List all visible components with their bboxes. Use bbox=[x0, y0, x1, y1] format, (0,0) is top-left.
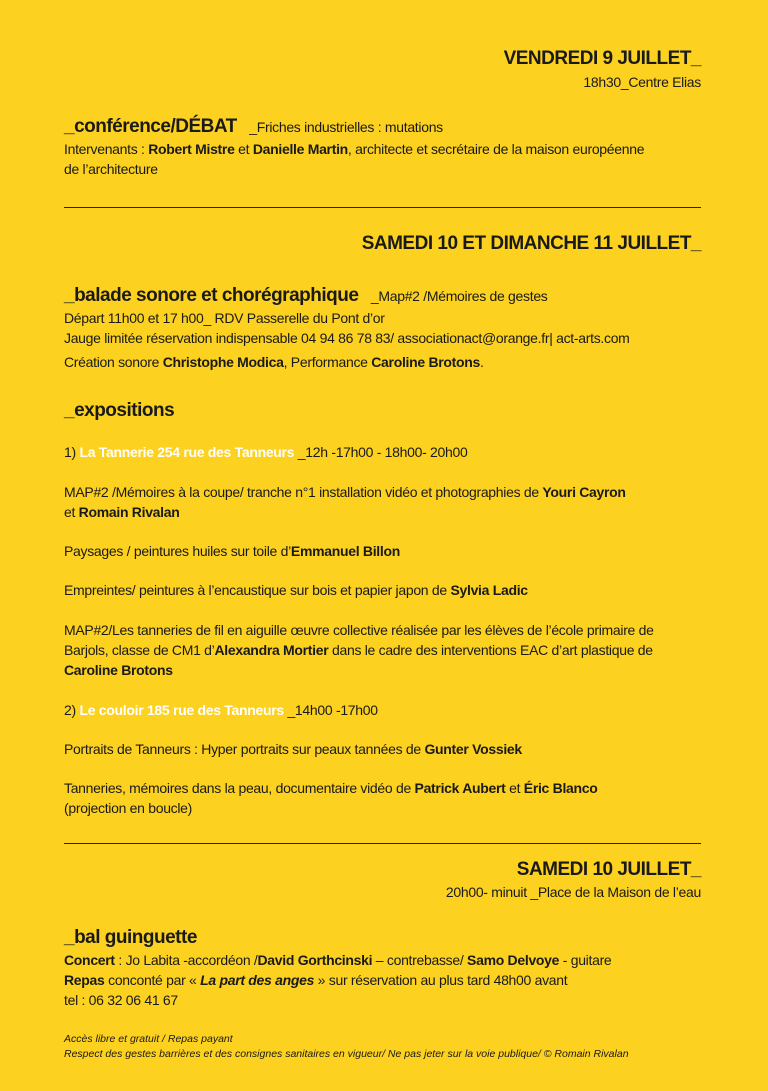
expo-item-3: Empreintes/ peintures à l’encaustique sur bois et papier japon de Sylvia Ladic bbox=[64, 582, 528, 598]
saturday-line-3: tel : 06 32 06 41 67 bbox=[64, 992, 178, 1008]
venue-2-line: 2) Le couloir 185 rue des Tanneurs _14h00 -17h00 bbox=[64, 702, 378, 718]
expo-item-6: Tanneries, mémoires dans la peau, documentaire vidéo de Patrick Aubert et Éric Blanco (projection en boucle) bbox=[64, 780, 598, 816]
weekend-event-title: _balade sonore et chorégraphique bbox=[64, 285, 359, 306]
weekend-event-heading bbox=[64, 285, 701, 307]
weekend-line-3: Création sonore Christophe Modica, Performance Caroline Brotons. bbox=[64, 354, 484, 370]
weekend-details bbox=[64, 308, 701, 372]
weekend-event-subtitle: _Map#2 /Mémoires de gestes bbox=[370, 288, 548, 304]
friday-line-1: Intervenants : Robert Mistre et Danielle Martin, architecte et secrétaire de la maison européenne bbox=[64, 141, 645, 157]
section-divider bbox=[64, 207, 701, 208]
friday-description bbox=[64, 139, 701, 179]
expo-item-1: MAP#2 /Mémoires à la coupe/ tranche n°1 installation vidéo et photographies de Youri Cayron et Romain Rivalan bbox=[64, 484, 626, 520]
friday-event-subtitle: _Friches industrielles : mutations bbox=[249, 119, 443, 135]
footer-line-1: Accès libre et gratuit / Repas payant bbox=[64, 1033, 233, 1045]
saturday-event-title: _bal guinguette bbox=[64, 927, 197, 948]
saturday-time-place: 20h00- minuit _Place de la Maison de l’eau bbox=[445, 884, 701, 900]
expo-item-5: Portraits de Tanneurs : Hyper portraits sur peaux tannées de Gunter Vossiek bbox=[64, 741, 522, 757]
saturday-line-1: Concert : Jo Labita -accordéon /David Gorthcinski – contrebasse/ Samo Delvoye - guitare bbox=[64, 952, 612, 968]
friday-event-title: _conférence/DÉBAT bbox=[64, 116, 237, 137]
venue-2-name: Le couloir 185 rue des Tanneurs bbox=[79, 702, 284, 718]
speaker-name: Robert Mistre bbox=[148, 141, 235, 157]
weekend-date: SAMEDI 10 ET DIMANCHE 11 JUILLET_ bbox=[361, 233, 701, 254]
venue-1-line: 1) La Tannerie 254 rue des Tanneurs _12h -17h00 - 18h00- 20h00 bbox=[64, 444, 468, 460]
friday-time-place: 18h30_Centre Elias bbox=[583, 74, 701, 90]
friday-event-heading bbox=[64, 116, 701, 138]
saturday-details bbox=[64, 950, 701, 1010]
weekend-line-1: Départ 11h00 et 17 h00_ RDV Passerelle du Pont d’or bbox=[64, 310, 385, 326]
section-divider bbox=[64, 843, 701, 844]
venue-1-name: La Tannerie 254 rue des Tanneurs bbox=[79, 444, 295, 460]
friday-date: VENDREDI 9 JUILLET_ bbox=[503, 48, 701, 69]
saturday-date: SAMEDI 10 JUILLET_ bbox=[516, 859, 701, 880]
friday-line-2: de l’architecture bbox=[64, 161, 158, 177]
saturday-line-2: Repas conconté par « La part des anges » sur réservation au plus tard 48h00 avant bbox=[64, 972, 568, 988]
speaker-name: Danielle Martin bbox=[252, 141, 348, 157]
expositions-title: _expositions bbox=[64, 400, 175, 421]
footer bbox=[64, 1032, 701, 1062]
weekend-line-2: Jauge limitée réservation indispensable 04 94 86 78 83/ associationact@orange.fr| act-arts.com bbox=[64, 330, 630, 346]
footer-line-2: Respect des gestes barrières et des consignes sanitaires en vigueur/ Ne pas jeter sur la voie publique/ © Romain Rivalan bbox=[64, 1048, 629, 1060]
expo-item-2: Paysages / peintures huiles sur toile d’Emmanuel Billon bbox=[64, 543, 400, 559]
expo-item-4: MAP#2/Les tanneries de fil en aiguille œuvre collective réalisée par les élèves de l’école primaire de Barjols, classe de CM1 d’Alexandra Mortier dans le cadre des interventions EAC d’art plastique de Caroline Brotons bbox=[64, 622, 654, 678]
